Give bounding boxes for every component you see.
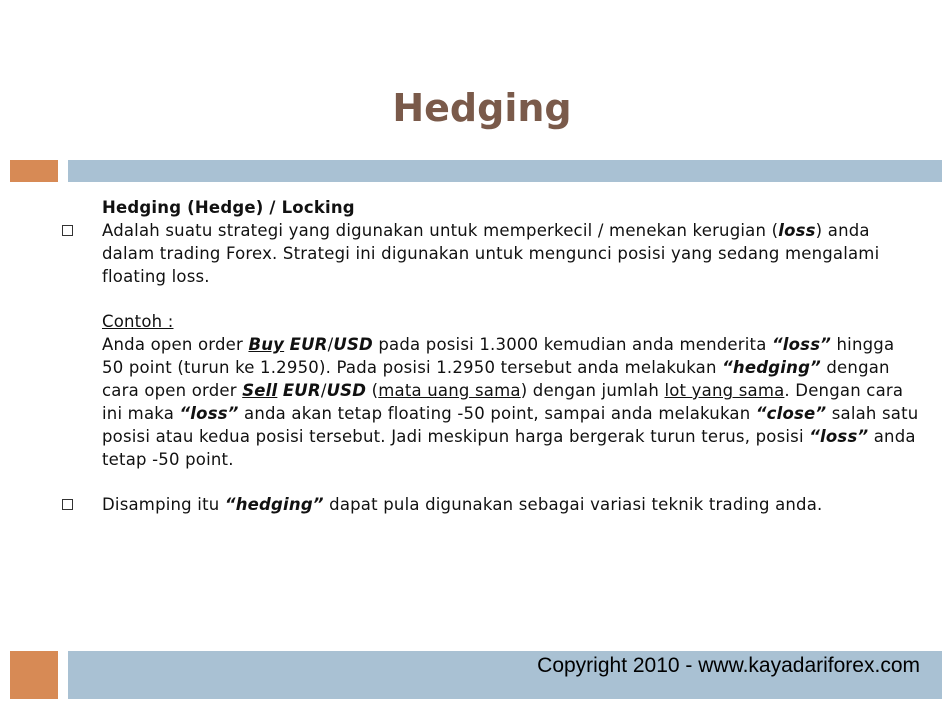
slide-title: Hedging: [392, 86, 572, 130]
top-accent-orange: [10, 160, 58, 182]
slide-content: [60, 196, 920, 516]
square-bullet-icon: [62, 225, 73, 236]
square-bullet-icon: [62, 499, 73, 510]
bullet-item-variation: Disamping itu “hedging” dapat pula digunakan sebagai variasi teknik trading anda.: [60, 493, 920, 516]
bottom-accent-orange: [10, 651, 58, 699]
contoh-label: Contoh :: [102, 312, 174, 331]
example-paragraph: Anda open order Buy EUR/USD pada posisi 1.3000 kemudian anda menderita “loss” hingga 50 point (turun ke 1.2950). Pada posisi 1.2950 tersebut anda melakukan “hedging” dengan cara open order Sell EUR/USD (mata uang sama) dengan jumlah lot yang sama. Dengan cara ini maka “loss” anda akan tetap floating -50 point, sampai anda melakukan “close” salah satu posisi atau kedua posisi tersebut. Jadi meskipun harga bergerak turun terus, posisi “loss” anda tetap -50 point.: [102, 335, 919, 469]
copyright-text: Copyright 2010 - www.kayadariforex.com: [537, 654, 920, 677]
bullet-item-definition: Adalah suatu strategi yang digunakan untuk memperkecil / menekan kerugian (loss) anda dalam trading Forex. Strategi ini digunakan untuk mengunci posisi yang sedang mengalami floating loss.: [60, 219, 920, 288]
subtitle: Hedging (Hedge) / Locking: [102, 198, 355, 217]
top-accent-blue: [68, 160, 942, 182]
